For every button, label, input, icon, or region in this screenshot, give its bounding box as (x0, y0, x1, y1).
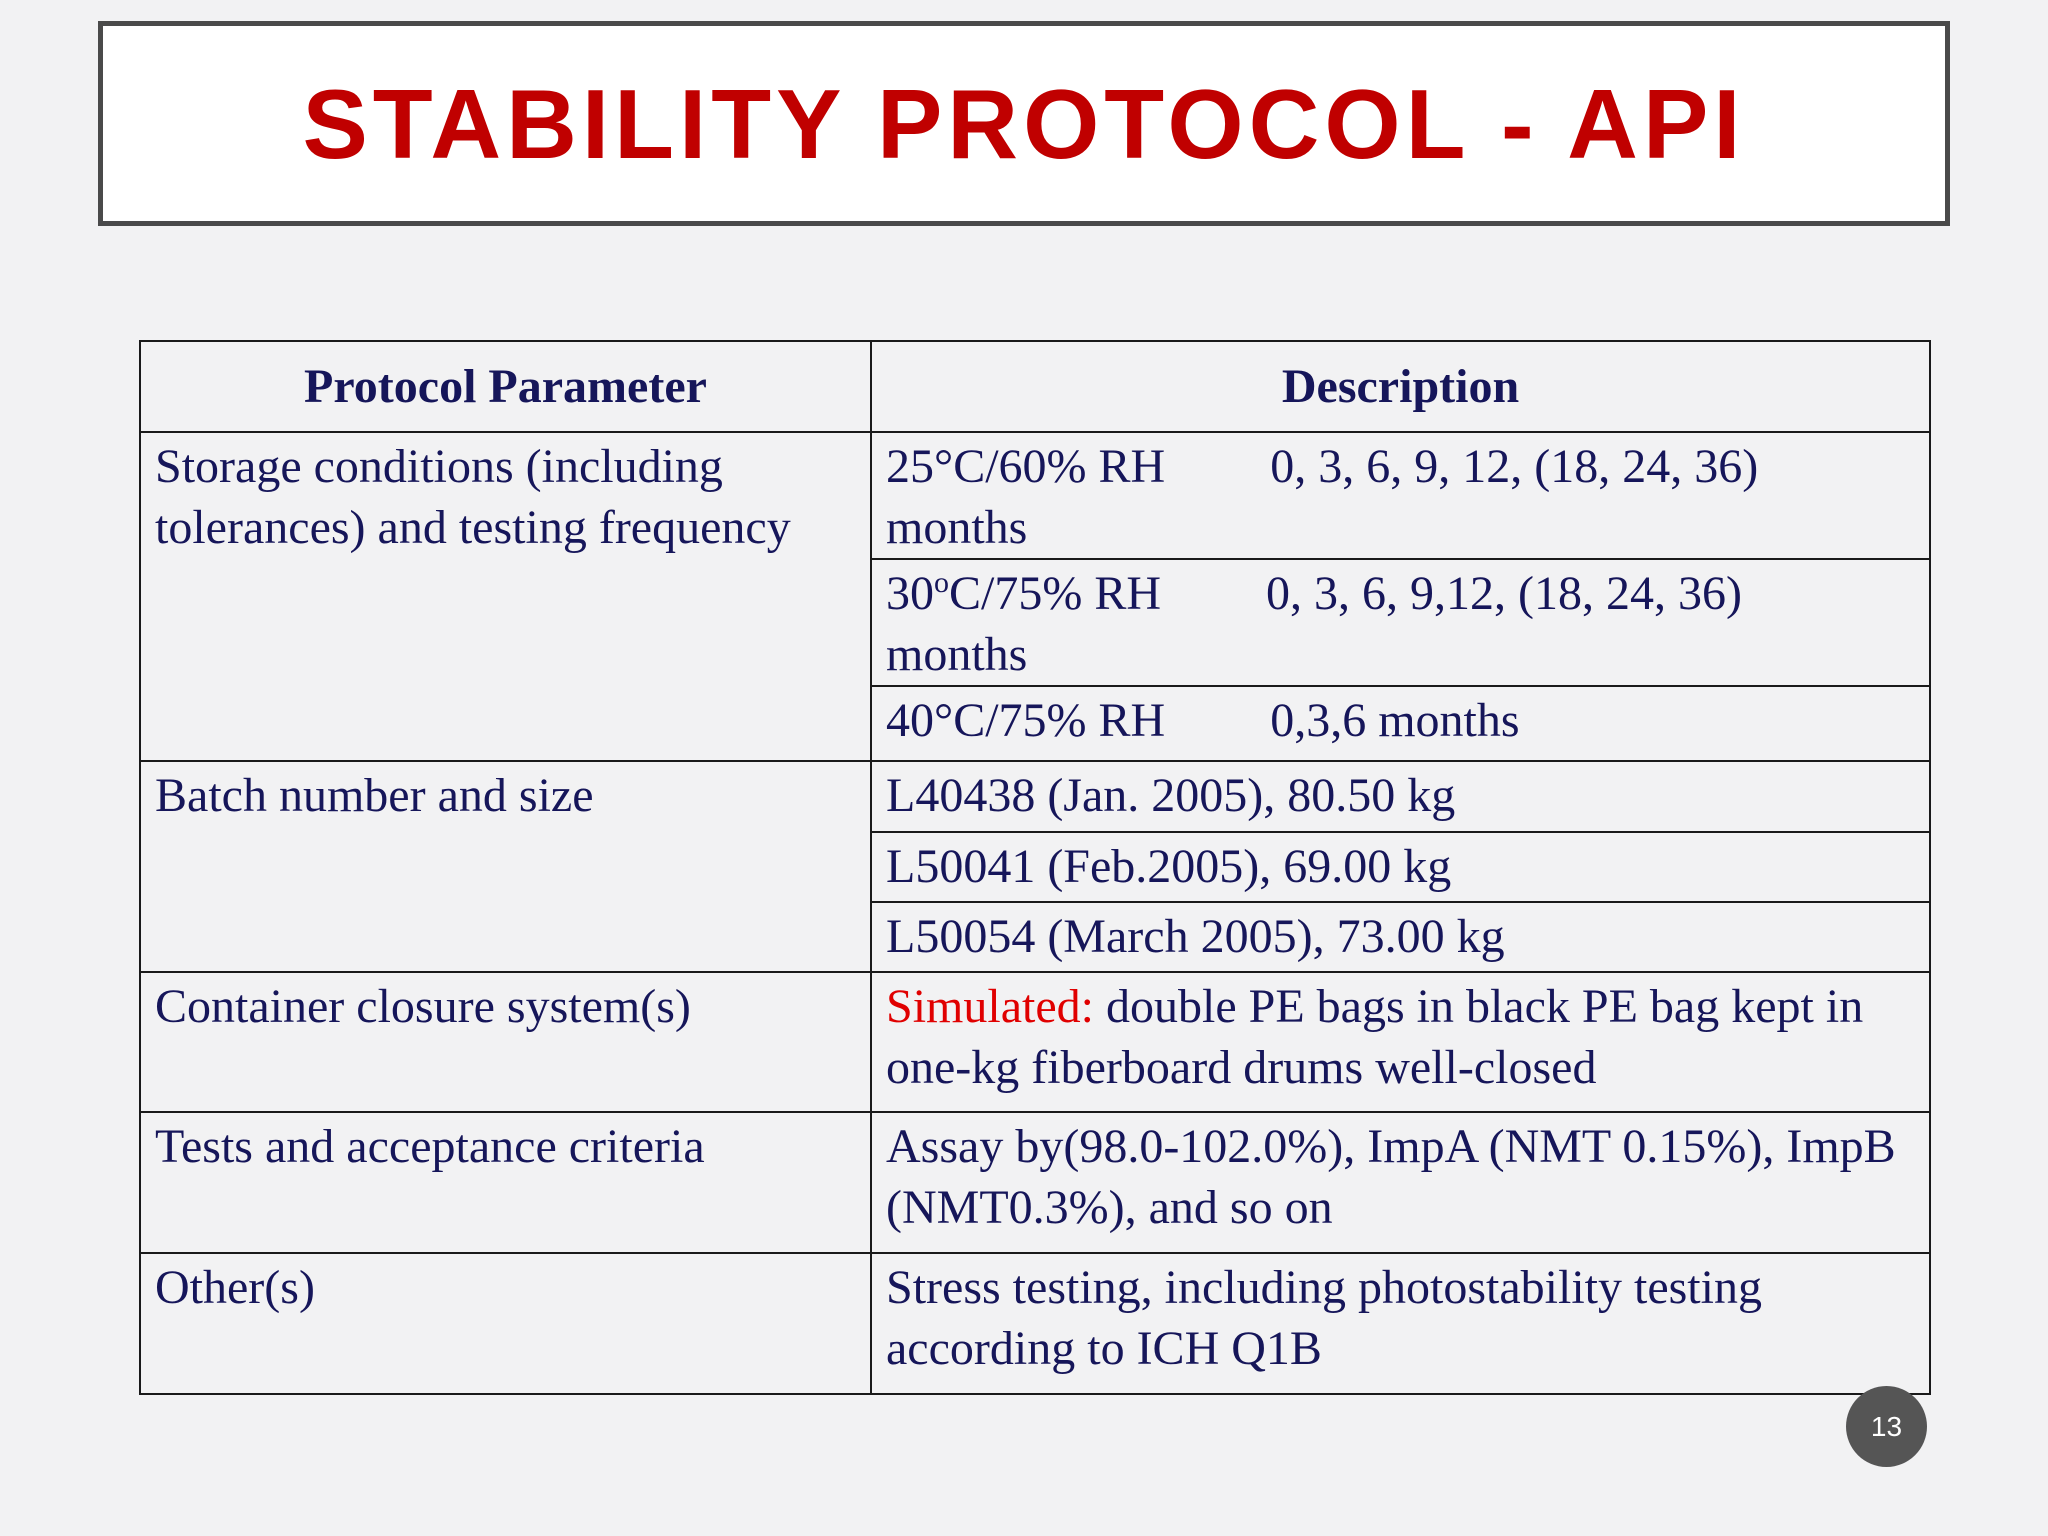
batch-entry: L50041 (Feb.2005), 69.00 kg (871, 832, 1930, 902)
parameter-container: Container closure system(s) (140, 972, 871, 1112)
protocol-table (139, 340, 1931, 1395)
tests-description: Assay by(98.0-102.0%), ImpA (NMT 0.15%), ImpB (NMT0.3%), and so on (871, 1112, 1930, 1253)
frequency-unit: months (886, 628, 1028, 681)
header-protocol-parameter: Protocol Parameter (140, 341, 871, 432)
table-row (140, 1112, 1930, 1253)
condition-label: 40°C/75% RH (886, 694, 1166, 747)
table-row (140, 1253, 1930, 1394)
batch-entry: L40438 (Jan. 2005), 80.50 kg (871, 761, 1930, 832)
frequency-value: 0, 3, 6, 9,12, (18, 24, 36) (1266, 567, 1742, 620)
storage-condition-25c (871, 432, 1930, 559)
parameter-storage-conditions: Storage conditions (including tolerances) and testing frequency (140, 432, 871, 761)
parameter-batch: Batch number and size (140, 761, 871, 972)
condition-label-prefix: 30 (886, 567, 934, 620)
simulated-label: Simulated: (886, 980, 1094, 1033)
storage-condition-30c (871, 559, 1930, 686)
storage-condition-40c (871, 686, 1930, 761)
page-number: 13 (1870, 1410, 1903, 1442)
condition-label: 25°C/60% RH (886, 440, 1166, 493)
batch-entry: L50054 (March 2005), 73.00 kg (871, 902, 1930, 972)
table-row (140, 432, 1930, 559)
parameter-other: Other(s) (140, 1253, 871, 1394)
header-description: Description (871, 341, 1930, 432)
other-description: Stress testing, including photostability testing according to ICH Q1B (871, 1253, 1930, 1394)
title-box (98, 21, 1950, 226)
parameter-tests: Tests and acceptance criteria (140, 1112, 871, 1253)
condition-label-suffix: C/75% RH (949, 567, 1162, 620)
frequency-value: 0, 3, 6, 9, 12, (18, 24, 36) (1270, 440, 1759, 493)
table-header-row (140, 341, 1930, 432)
slide-title: STABILITY PROTOCOL - API (302, 68, 1746, 179)
page-number-badge (1846, 1386, 1927, 1467)
frequency-value: 0,3,6 months (1270, 694, 1520, 747)
container-description (871, 972, 1930, 1112)
container-text: double PE bags in black PE bag kept in one-kg fiberboard drums well-closed (886, 980, 1864, 1094)
condition-label-superscript: o (934, 566, 949, 599)
table-row (140, 761, 1930, 832)
frequency-unit: months (886, 501, 1028, 554)
table-row (140, 972, 1930, 1112)
